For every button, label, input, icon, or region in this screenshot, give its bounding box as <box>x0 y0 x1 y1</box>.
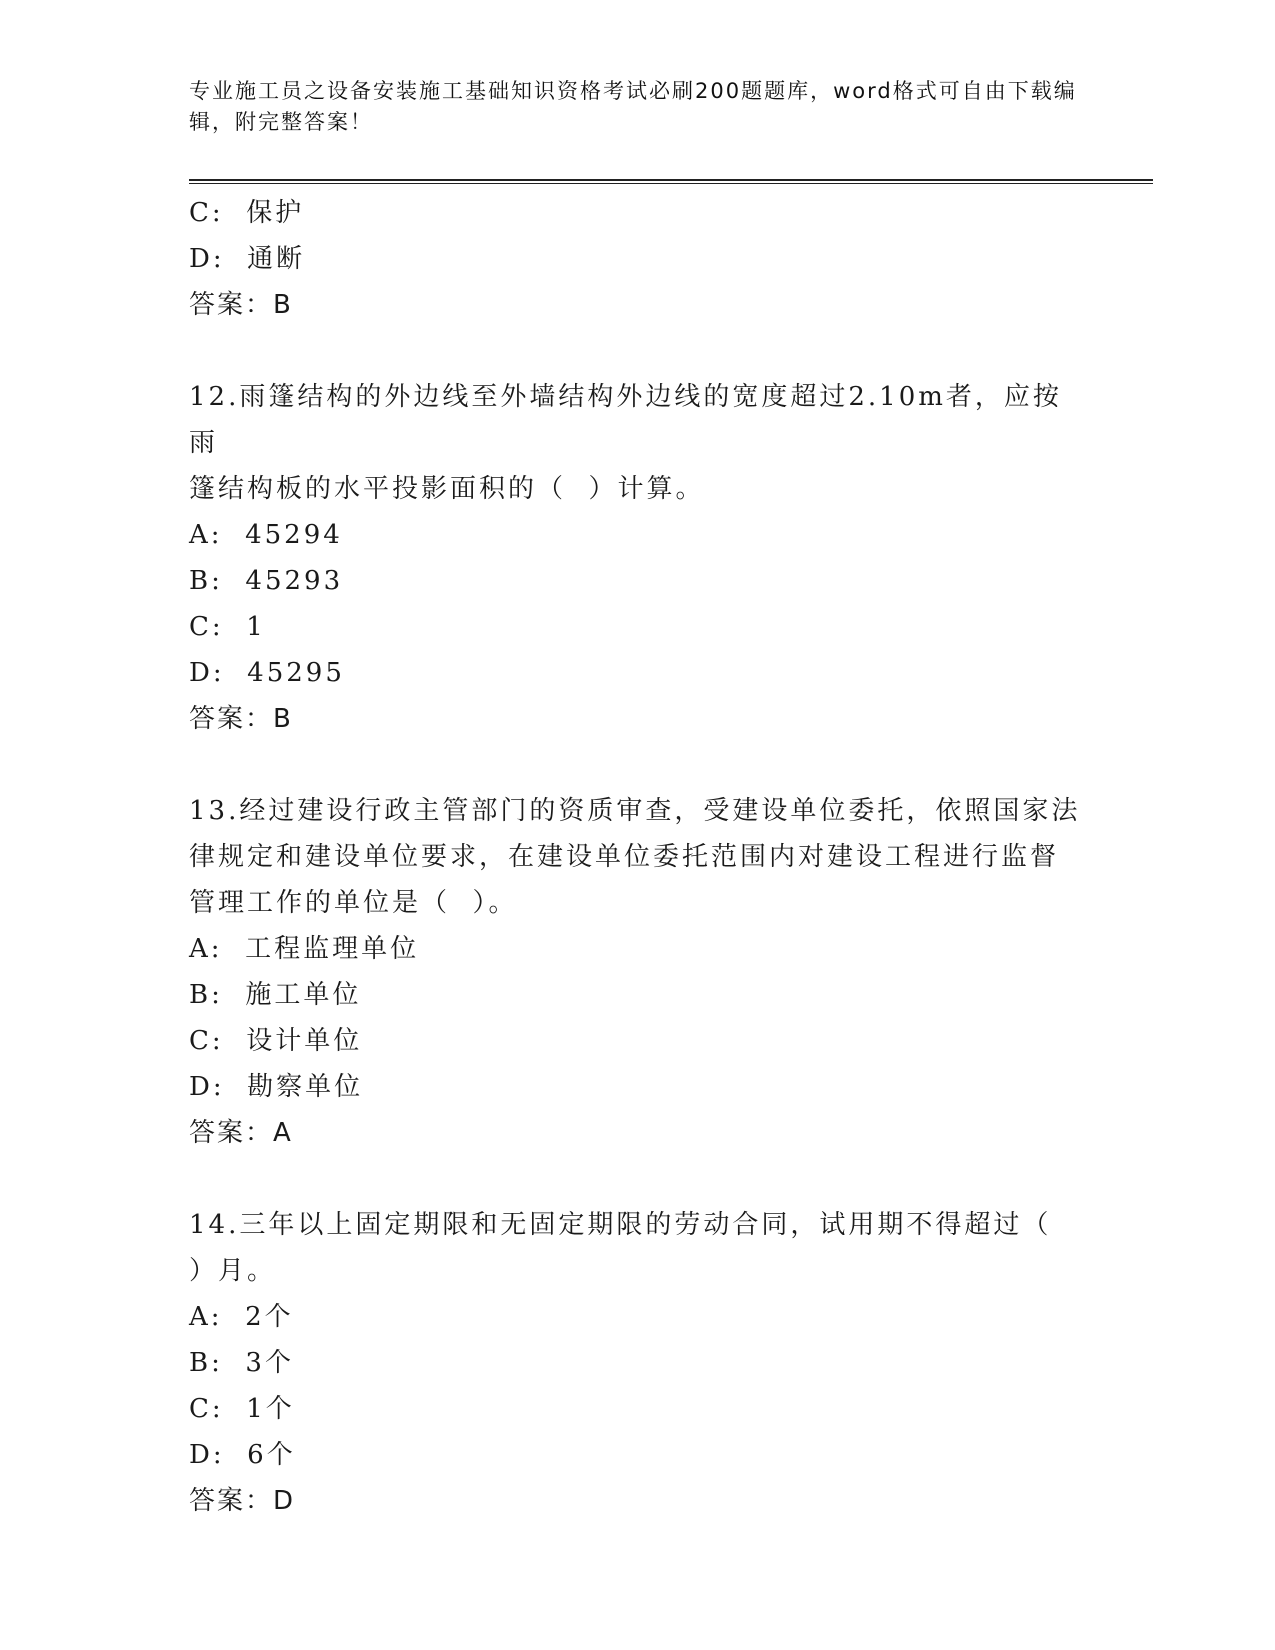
option-b: B: 施工单位 <box>189 980 362 1010</box>
question-12 <box>189 374 1089 742</box>
option-d: D: 45295 <box>189 658 345 688</box>
answer-line: 答案：D <box>189 1486 296 1516</box>
option-c: C: 保护 <box>189 198 305 228</box>
question-stem-line: 12.雨篷结构的外边线至外墙结构外边线的宽度超过2.10m者，应按雨 <box>189 382 1062 458</box>
answer-line: 答案：B <box>189 704 293 734</box>
option-a: A: 2个 <box>189 1302 294 1332</box>
question-stem-line: ）月。 <box>189 1256 277 1286</box>
question-14 <box>189 1202 1089 1524</box>
option-d: D: 6个 <box>189 1440 296 1470</box>
question-stem-line: 管理工作的单位是（ ）。 <box>189 888 518 918</box>
question-stem-line: 律规定和建设单位要求，在建设单位委托范围内对建设工程进行监督 <box>189 842 1060 872</box>
question-stem-line: 13.经过建设行政主管部门的资质审查，受建设单位委托，依照国家法 <box>189 796 1081 826</box>
option-c: C: 1 <box>189 612 266 642</box>
option-d: D: 勘察单位 <box>189 1072 364 1102</box>
question-stem-line: 篷结构板的水平投影面积的（ ）计算。 <box>189 474 705 504</box>
document-body <box>189 190 1089 1524</box>
question-stem-line: 14.三年以上固定期限和无固定期限的劳动合同，试用期不得超过（ <box>189 1210 1052 1240</box>
answer-line: 答案：A <box>189 1118 293 1148</box>
question-13 <box>189 788 1089 1156</box>
option-a: A: 工程监理单位 <box>189 934 420 964</box>
option-c: C: 设计单位 <box>189 1026 363 1056</box>
option-b: B: 45293 <box>189 566 344 596</box>
carryover-block <box>189 190 1089 328</box>
page-header: 专业施工员之设备安装施工基础知识资格考试必刷200题题库，word格式可自由下载编辑，附完整答案！ <box>189 79 1077 134</box>
header-divider <box>189 179 1153 184</box>
option-b: B: 3个 <box>189 1348 294 1378</box>
answer-line: 答案：B <box>189 290 293 320</box>
option-d: D: 通断 <box>189 244 306 274</box>
option-a: A: 45294 <box>189 520 343 550</box>
option-c: C: 1个 <box>189 1394 295 1424</box>
